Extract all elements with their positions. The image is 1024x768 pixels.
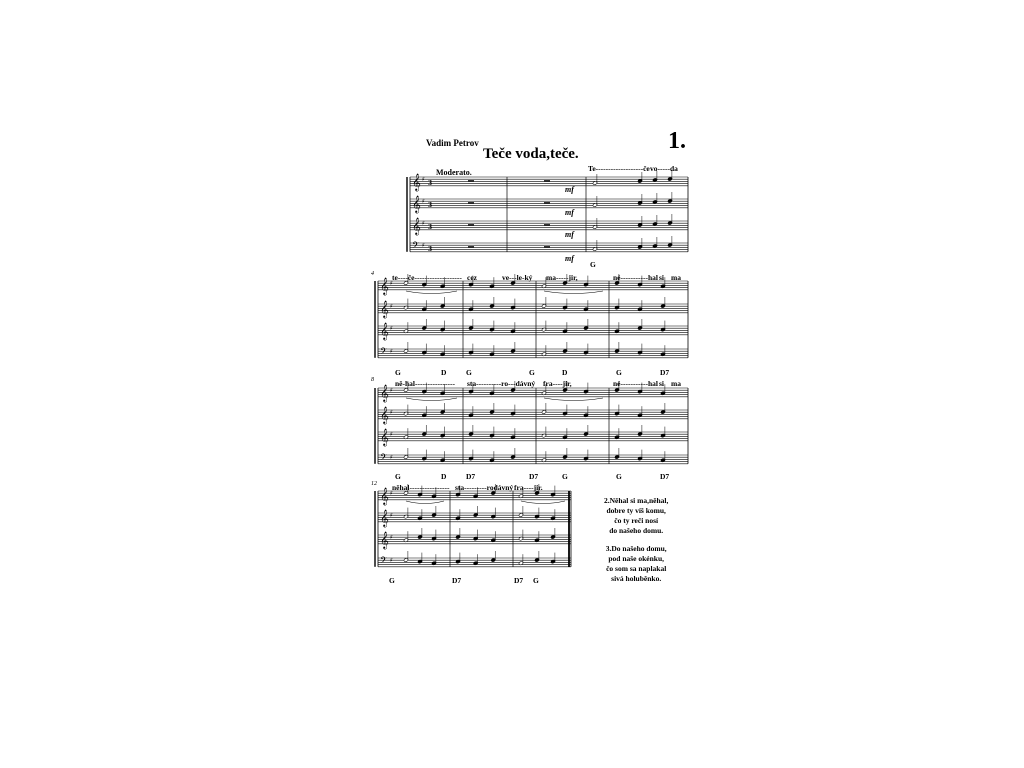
verse-line: sivá holuběnko. xyxy=(611,574,662,583)
chord-symbol: D xyxy=(441,368,447,377)
time-signature: 3 xyxy=(428,180,433,187)
bass-clef-icon: 𝄢 xyxy=(380,555,388,568)
key-signature-icon: ♯ xyxy=(390,387,393,394)
lyric-syllable: né-----------hal xyxy=(613,273,658,282)
verses-block xyxy=(604,496,668,592)
treble-clef-icon: 𝄞 xyxy=(380,277,389,295)
treble-clef-icon: 𝄞 xyxy=(412,173,421,191)
dynamic-marking: mf xyxy=(565,254,574,263)
key-signature-icon: ♯ xyxy=(422,242,425,249)
lyric-syllable: ně-hal---------------- xyxy=(395,379,455,388)
chord-symbol: G xyxy=(590,260,596,269)
treble-clef-icon: 𝄞 xyxy=(380,509,389,527)
treble-clef-icon: 𝄞 xyxy=(380,300,389,318)
key-signature-icon: ♯ xyxy=(390,280,393,287)
song-title: Teče voda,teče. xyxy=(483,146,579,162)
treble-clef-icon: 𝄞 xyxy=(380,428,389,446)
slur xyxy=(406,291,457,294)
chord-symbol: G xyxy=(529,368,535,377)
verse-line: čo som sa naplakal xyxy=(606,564,667,573)
treble-clef-icon: 𝄞 xyxy=(380,487,389,505)
chord-symbol: D7 xyxy=(529,472,539,481)
verse-line: do našeho domu. xyxy=(609,526,664,535)
chord-symbol: G xyxy=(533,576,539,585)
lyric-syllable: te----če------------------- xyxy=(392,273,462,282)
key-signature-icon: ♯ xyxy=(390,348,393,355)
measure-number: 12 xyxy=(371,481,377,487)
lyric-syllable: si xyxy=(659,379,665,388)
chord-symbol: G xyxy=(389,576,395,585)
whole-rest-icon xyxy=(544,224,550,226)
whole-rest-icon xyxy=(544,202,550,204)
lyric-syllable: cez xyxy=(467,273,477,282)
bass-clef-icon: 𝄢 xyxy=(412,240,420,253)
key-signature-icon: ♯ xyxy=(422,176,425,183)
slur xyxy=(406,501,444,504)
dynamic-marking: mf xyxy=(565,185,574,194)
key-signature-icon: ♯ xyxy=(390,534,393,541)
lyric-syllable: vo-----da xyxy=(650,164,678,173)
bass-clef-icon: 𝄢 xyxy=(380,346,388,359)
lyric-syllable: si xyxy=(659,273,665,282)
chord-symbol: G xyxy=(395,368,401,377)
lyric-syllable: sta---------rodávný xyxy=(455,483,514,492)
treble-clef-icon: 𝄞 xyxy=(412,217,421,235)
key-signature-icon: ♯ xyxy=(390,512,393,519)
verse-line: 3.Do našeho domu, xyxy=(605,544,667,553)
key-signature-icon: ♯ xyxy=(390,431,393,438)
chord-symbol: G xyxy=(616,472,622,481)
chord-symbol: D xyxy=(441,472,447,481)
composer-name: Vadim Petrov xyxy=(426,138,479,148)
key-signature-icon: ♯ xyxy=(390,303,393,310)
slur xyxy=(406,398,457,401)
lyric-syllable: ma-----jir, xyxy=(546,273,578,282)
whole-rest-icon xyxy=(468,246,474,248)
verse-line: 2.Něhal si ma,něhal, xyxy=(604,496,669,505)
treble-clef-icon: 𝄞 xyxy=(380,406,389,424)
chord-symbol: D7 xyxy=(466,472,476,481)
lyric-syllable: sta----------ro---dávný xyxy=(467,379,536,388)
chord-symbol: D7 xyxy=(452,576,462,585)
chord-symbol: G xyxy=(466,368,472,377)
lyric-syllable: Te-------------------če xyxy=(588,164,650,173)
time-signature: 3 xyxy=(428,224,433,231)
time-signature: 3 xyxy=(428,246,433,253)
key-signature-icon: ♯ xyxy=(422,198,425,205)
lyric-syllable: né-----------hal xyxy=(613,379,658,388)
lyric-syllable: ve---le-ký xyxy=(502,273,533,282)
chord-symbol: D7 xyxy=(660,472,670,481)
lyric-syllable: něhal---------------- xyxy=(392,483,450,492)
whole-rest-icon xyxy=(468,224,474,226)
verse-3 xyxy=(604,544,668,584)
slur xyxy=(521,501,565,504)
chord-symbol: D xyxy=(562,368,568,377)
time-signature: 3 xyxy=(428,202,433,209)
treble-clef-icon: 𝄞 xyxy=(412,195,421,213)
chord-symbol: G xyxy=(562,472,568,481)
chord-symbol: D7 xyxy=(514,576,524,585)
lyric-syllable: ma xyxy=(671,273,681,282)
whole-rest-icon xyxy=(544,246,550,248)
lyric-syllable: ma xyxy=(671,379,681,388)
lyric-syllable: fra----jir, xyxy=(543,379,572,388)
verse-2 xyxy=(604,496,668,536)
key-signature-icon: ♯ xyxy=(390,557,393,564)
key-signature-icon: ♯ xyxy=(390,454,393,461)
lyric-syllable: fra----jir. xyxy=(514,483,543,492)
slur xyxy=(544,291,603,294)
chord-symbol: G xyxy=(616,368,622,377)
whole-rest-icon xyxy=(468,180,474,182)
dynamic-marking: mf xyxy=(565,230,574,239)
verse-line: dobre ty víš komu, xyxy=(606,506,666,515)
verse-line: čo ty reči nosí xyxy=(614,516,659,525)
treble-clef-icon: 𝄞 xyxy=(380,384,389,402)
whole-rest-icon xyxy=(468,202,474,204)
treble-clef-icon: 𝄞 xyxy=(380,322,389,340)
whole-rest-icon xyxy=(544,180,550,182)
dynamic-marking: mf xyxy=(565,208,574,217)
key-signature-icon: ♯ xyxy=(422,220,425,227)
measure-number: 8 xyxy=(371,377,374,383)
chord-symbol: G xyxy=(395,472,401,481)
measure-number: 4 xyxy=(371,271,374,277)
treble-clef-icon: 𝄞 xyxy=(380,531,389,549)
bass-clef-icon: 𝄢 xyxy=(380,452,388,465)
key-signature-icon: ♯ xyxy=(390,325,393,332)
verse-line: pod naše okénku, xyxy=(608,554,665,563)
chord-symbol: D7 xyxy=(660,368,670,377)
slur xyxy=(544,398,603,401)
song-number: 1. xyxy=(668,128,686,154)
tempo-marking: Moderato. xyxy=(436,168,472,177)
key-signature-icon: ♯ xyxy=(390,490,393,497)
key-signature-icon: ♯ xyxy=(390,409,393,416)
